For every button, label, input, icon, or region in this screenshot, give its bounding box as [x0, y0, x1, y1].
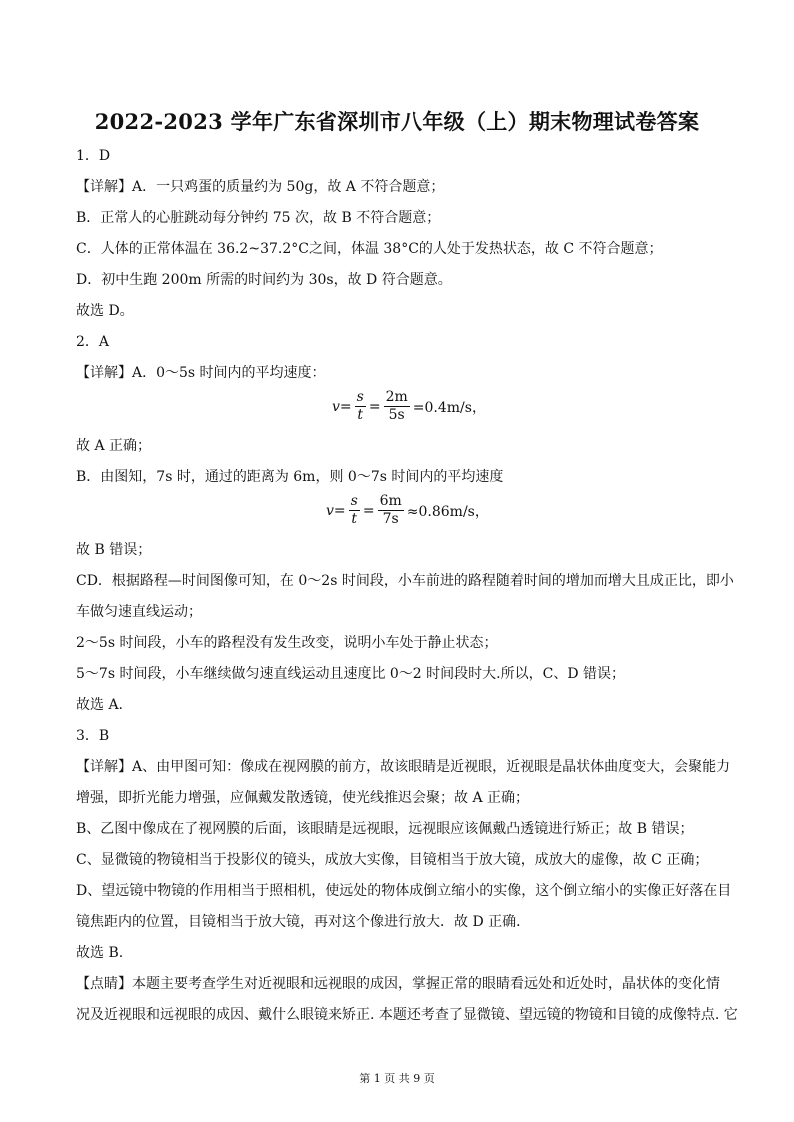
formula-1-eq-1: =	[339, 398, 352, 415]
formula-2-v: v	[326, 502, 334, 519]
q3-line-6: 镜焦距内的位置，目镜相当于放大镜，再对这个像进行放大．故 D 正确．	[76, 914, 531, 930]
formula-1-v: v	[332, 398, 340, 415]
formula-2-result: ≈0.86m/s，	[406, 503, 489, 520]
q3-line-1: 【详解】A、由甲图可知：像成在视网膜的前方，故该眼睛是近视眼，近视眼是晶状体曲度变大，会聚能力	[76, 759, 731, 775]
q2-line-5: CD．根据路程—时间图像可知，在 0～2s 时间段，小车前进的路程随着时间的增加而增大且成正比，即小	[76, 573, 734, 589]
formula-2-t: t	[351, 511, 358, 527]
q1-line-3: C．人体的正常体温在 36.2~37.2°C之间，体温 38°C的人处于发热状态，故 C 不符合题意；	[76, 241, 663, 257]
q2-line-3: B．由图知，7s 时，通过的距离为 6m，则 0～7s 时间内的平均速度	[76, 469, 504, 485]
formula-1-den: 5s	[388, 407, 405, 423]
formula-2-frac-st	[349, 493, 360, 528]
q2-line-8: 5～7s 时间段，小车继续做匀速直线运动且速度比 0～2 时间段时大.所以，C、D 错误；	[76, 666, 625, 682]
q2-line-6: 车做匀速直线运动；	[76, 604, 202, 620]
formula-1-eq-2: =	[368, 398, 381, 415]
formula-2-s: s	[350, 493, 358, 509]
q3-line-3: B、乙图中像成在了视网膜的后面，该眼睛是远视眼，远视眼应该佩戴凸透镜进行矫正；故 B 错误；	[76, 821, 694, 837]
formula-1-s: s	[356, 389, 364, 405]
formula-2-den: 7s	[382, 511, 399, 527]
formula-2-eq-1: =	[333, 502, 346, 519]
formula-2-eq-2: =	[362, 502, 375, 519]
formula-2-frac-values	[378, 493, 404, 528]
q3-line-2: 增强，即折光能力增强，应佩戴发散透镜，使光线推迟会聚；故 A 正确；	[76, 790, 530, 806]
page-title: 2022-2023 学年广东省深圳市八年级（上）期末物理试卷答案	[94, 109, 700, 134]
q2-answer: 2．A	[76, 334, 110, 350]
q2-line-4: 故 B 错误；	[76, 542, 152, 558]
formula-1-frac-st	[355, 389, 366, 424]
q3-comment-1: 【点睛】本题主要考查学生对近视眼和远视眼的成因，掌握正常的眼睛看远处和近处时，晶状体的变化情	[76, 976, 720, 992]
q2-formula-2	[326, 493, 489, 528]
q3-line-5: D、望远镜中物镜的作用相当于照相机，使远处的物体成倒立缩小的实像，这个倒立缩小的实像正好落在目	[76, 883, 732, 899]
q1-line-4: D．初中生跑 200m 所需的时间约为 30s，故 D 符合题意。	[76, 272, 452, 288]
page-footer: 第 1 页 共 9 页	[359, 1072, 435, 1085]
q3-line-4: C、显微镜的物镜相当于投影仪的镜头，成放大实像，目镜相当于放大镜，成放大的虚像，故 C 正确；	[76, 852, 709, 868]
q2-line-7: 2～5s 时间段，小车的路程没有发生改变，说明小车处于静止状态；	[76, 635, 498, 651]
q1-conclusion: 故选 D。	[76, 303, 134, 319]
formula-1-frac-values	[384, 389, 410, 424]
formula-2-num: 6m	[379, 493, 402, 509]
q2-line-2: 故 A 正确；	[76, 438, 152, 454]
q1-line-2: B．正常人的心脏跳动每分钟约 75 次，故 B 不符合题意；	[76, 210, 441, 226]
q1-answer: 1．D	[76, 148, 111, 164]
q2-conclusion: 故选 A.	[76, 697, 124, 713]
q3-conclusion: 故选 B.	[76, 945, 124, 961]
q3-comment-2: 况及近视眼和远视眼的成因、戴什么眼镜来矫正. 本题还考查了显微镜、望远镜的物镜和目镜的成像特点. 它	[76, 1007, 738, 1023]
q1-line-1: 【详解】A．一只鸡蛋的质量约为 50g，故 A 不符合题意；	[76, 179, 445, 195]
q2-formula-1	[332, 389, 486, 424]
formula-1-t: t	[357, 407, 364, 423]
q2-line-1: 【详解】A．0～5s 时间内的平均速度：	[76, 365, 326, 381]
q3-answer: 3．B	[76, 728, 110, 744]
formula-1-num: 2m	[385, 389, 408, 405]
formula-1-result: =0.4m/s，	[412, 399, 486, 416]
